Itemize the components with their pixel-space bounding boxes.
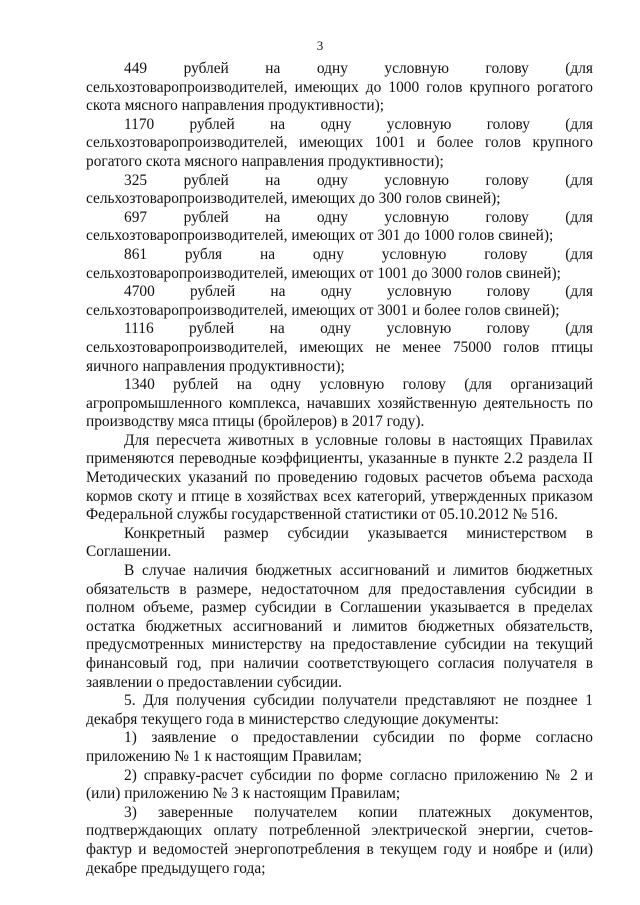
- document-body: [86, 60, 593, 878]
- paragraph-rate-1116: 1116 рублей на одну условную голову (для сельхозтоваропроизводителей, имеющих не менее 75000 голов птицы яичного направления продуктивности);: [86, 320, 593, 375]
- paragraph-conversion-coefficients: Для пересчета животных в условные головы в настоящих Правилах применяются переводные коэффициенты, указанные в пункте 2.2 раздела II Методических указаний по проведению годовых расчетов объема расхода кормов скоту и птице в хозяйствах всех категорий, утвержденных приказом Федеральной службы государственной статистики от 05.10.2012 № 516.: [86, 431, 593, 524]
- paragraph-insufficient-budget: В случае наличия бюджетных ассигнований и лимитов бюджетных обязательств в размере, недостаточном для предоставления субсидии в полном объеме, размер субсидии в Соглашении указывается в пределах остатка бюджетных ассигнований и лимитов бюджетных обязательств, предусмотренных министерству на предоставление субсидии на текущий финансовый год, при наличии соответствующего согласия получателя в заявлении о предоставлении субсидии.: [86, 562, 593, 691]
- paragraph-rate-697: 697 рублей на одну условную голову (для сельхозтоваропроизводителей, имеющих от 301 до 1000 голов свиней);: [86, 208, 593, 245]
- paragraph-rate-861: 861 рубля на одну условную голову (для сельхозтоваропроизводителей, имеющих от 1001 до 3000 голов свиней);: [86, 245, 593, 282]
- page-number: 3: [316, 38, 324, 53]
- paragraph-rate-1170: 1170 рублей на одну условную голову (для сельхозтоваропроизводителей, имеющих 1001 и более голов крупного рогатого скота мясного направления продуктивности);: [86, 115, 593, 170]
- paragraph-item-5-1: 1) заявление о предоставлении субсидии по форме согласно приложению № 1 к настоящим Правилам;: [86, 729, 593, 765]
- paragraph-item-5: 5. Для получения субсидии получатели представляют не позднее 1 декабря текущего года в министерство следующие документы:: [86, 692, 593, 728]
- paragraph-rate-449: 449 рублей на одну условную голову (для сельхозтоваропроизводителей, имеющих до 1000 голов крупного рогатого скота мясного направления продуктивности);: [86, 60, 593, 115]
- paragraph-rate-4700: 4700 рублей на одну условную голову (для сельхозтоваропроизводителей, имеющих от 3001 и более голов свиней);: [86, 283, 593, 319]
- paragraph-rate-1340: 1340 рублей на одну условную голову (для организаций агропромышленного комплекса, начавших хозяйственную деятельность по производству мяса птицы (бройлеров) в 2017 году).: [86, 376, 593, 431]
- paragraph-subsidy-amount: Конкретный размер субсидии указывается министерством в Соглашении.: [86, 524, 593, 561]
- paragraph-item-5-3: 3) заверенные получателем копии платежных документов, подтверждающих оплату потребленной электрической энергии, счетов-фактур и ведомостей энергопотребления в текущем году и ноябре и (или) декабре предыдущего года;: [86, 803, 593, 877]
- paragraph-item-5-2: 2) справку-расчет субсидии по форме согласно приложению № 2 и (или) приложению № 3 к настоящим Правилам;: [86, 766, 593, 803]
- paragraph-rate-325: 325 рублей на одну условную голову (для сельхозтоваропроизводителей, имеющих до 300 голов свиней);: [86, 171, 593, 208]
